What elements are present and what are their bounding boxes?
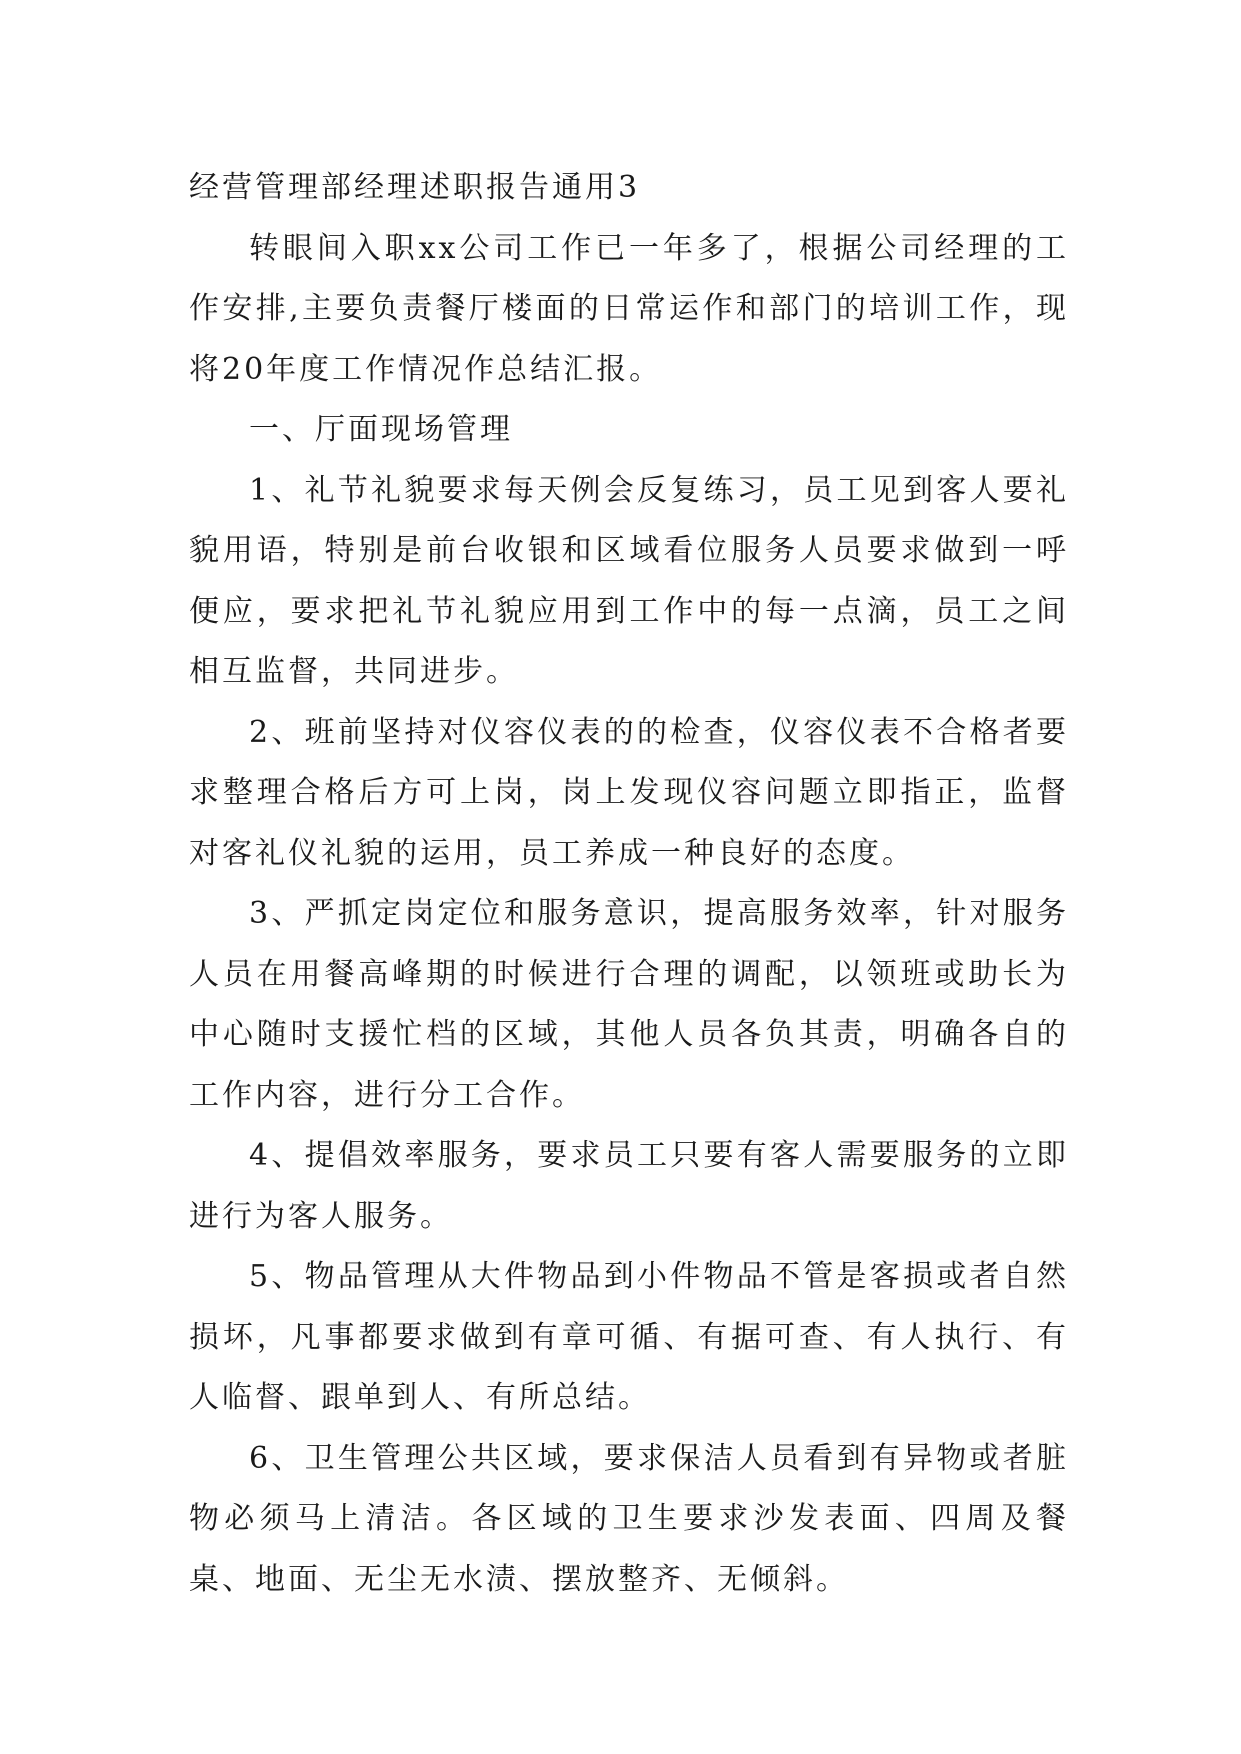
section-heading: 一、厅面现场管理 xyxy=(249,412,513,447)
paragraph-item-1: 1、礼节礼貌要求每天例会反复练习，员工见到客人要礼貌用语，特别是前台收银和区域看位服务人员要求做到一呼便应，要求把礼节礼貌应用到工作中的每一点滴，员工之间相互监督，共同进步。 xyxy=(189,472,1069,689)
paragraph-item-4: 4、提倡效率服务，要求员工只要有客人需要服务的立即进行为客人服务。 xyxy=(189,1138,1069,1234)
document-title: 经营管理部经理述职报告通用3 xyxy=(189,170,641,205)
paragraph-item-3: 3、严抓定岗定位和服务意识，提高服务效率，针对服务人员在用餐高峰期的时候进行合理的调配，以领班或助长为中心随时支援忙档的区域，其他人员各负其责，明确各自的工作内容，进行分工合作。 xyxy=(189,896,1069,1113)
document-body xyxy=(189,158,1069,1610)
paragraph-item-2: 2、班前坚持对仪容仪表的的检查，仪容仪表不合格者要求整理合格后方可上岗，岗上发现仪容问题立即指正，监督对客礼仪礼貌的运用，员工养成一种良好的态度。 xyxy=(189,714,1069,871)
paragraph-item-6: 6、卫生管理公共区域，要求保洁人员看到有异物或者脏物必须马上清洁。各区域的卫生要求沙发表面、四周及餐桌、地面、无尘无水渍、摆放整齐、无倾斜。 xyxy=(189,1440,1069,1597)
paragraph-item-5: 5、物品管理从大件物品到小件物品不管是客损或者自然损坏，凡事都要求做到有章可循、有据可查、有人执行、有人临督、跟单到人、有所总结。 xyxy=(189,1259,1069,1415)
paragraph-intro: 转眼间入职xx公司工作已一年多了，根据公司经理的工作安排,主要负责餐厅楼面的日常运作和部门的培训工作，现将20年度工作情况作总结汇报。 xyxy=(189,230,1069,387)
